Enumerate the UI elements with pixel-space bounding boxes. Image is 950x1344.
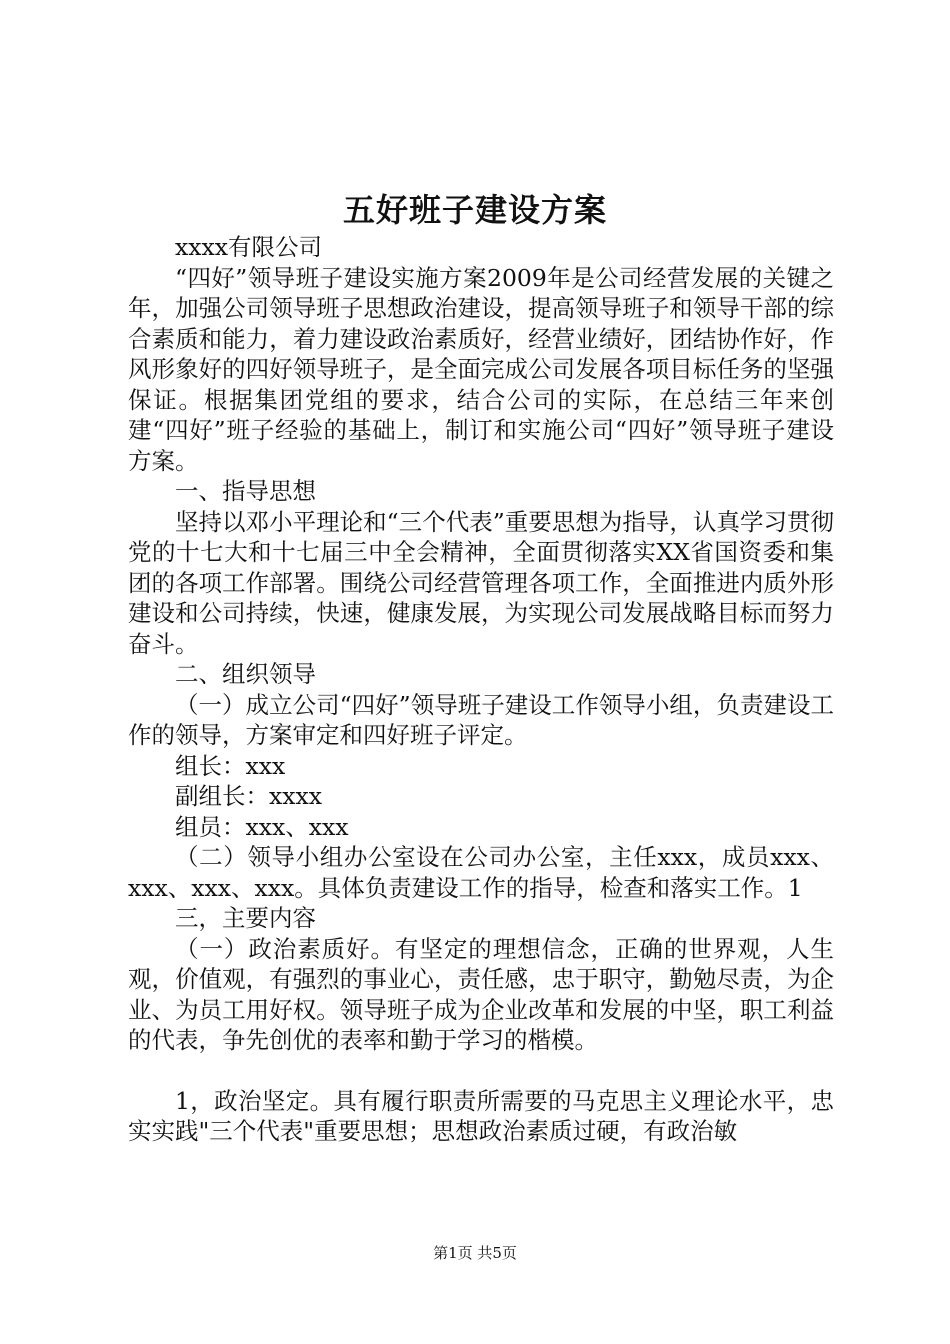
- guiding-thought-paragraph: 坚持以邓小平理论和“三个代表”重要思想为指导，认真学习贯彻党的十七大和十七届三中全会精神，全面贯彻落实XX省国资委和集团的各项工作部署。围绕公司经营管理各项工作，全面推进内质外形建设和公司持续，快速，健康发展，为实现公司发展战略目标而努力奋斗。: [128, 507, 834, 658]
- organization-item-2: （二）领导小组办公室设在公司办公室，主任xxx，成员xxx、xxx、xxx、xxx。具体负责建设工作的指导，检查和落实工作。1: [128, 843, 834, 902]
- main-content-item-1: （一）政治素质好。有坚定的理想信念，正确的世界观，人生观，价值观，有强烈的事业心，责任感，忠于职守，勤勉尽责，为企业、为员工用好权。领导班子成为企业改革和发展的中坚，职工利益的代表，争先创优的表率和勤于学习的楷模。: [128, 934, 834, 1054]
- members-line: 组员：xxx、xxx: [175, 812, 349, 841]
- section-heading-organization: 二、组织领导: [175, 660, 316, 688]
- page-number-footer: 第1页 共5页: [433, 1244, 517, 1262]
- document-title: 五好班子建设方案: [342, 191, 607, 229]
- intro-paragraph: “四好”领导班子建设实施方案2009年是公司经营发展的关键之年，加强公司领导班子思想政治建设，提高领导班子和领导干部的综合素质和能力，着力建设政治素质好，经营业绩好，团结协作好，作风形象好的四好领导班子，是全面完成公司发展各项目标任务的坚强保证。根据集团党组的要求，结合公司的实际，在总结三年来创建“四好”班子经验的基础上，制订和实施公司“四好”领导班子建设方案。: [128, 263, 834, 475]
- team-leader-line: 组长：xxx: [175, 751, 286, 780]
- deputy-leader-line: 副组长：xxxx: [175, 782, 323, 810]
- section-heading-guiding-thought: 一、指导思想: [175, 477, 316, 505]
- political-firmness-paragraph: 1，政治坚定。具有履行职责所需要的马克思主义理论水平，忠实实践"三个代表"重要思想；思想政治素质过硬，有政治敏: [128, 1086, 834, 1145]
- company-name-paragraph: xxxx有限公司: [175, 233, 323, 261]
- document-body: [128, 232, 834, 1147]
- organization-item-1: （一）成立公司“四好”领导班子建设工作领导小组，负责建设工作的领导，方案审定和四好班子评定。: [128, 690, 834, 749]
- section-heading-main-content: 三，主要内容: [175, 904, 316, 932]
